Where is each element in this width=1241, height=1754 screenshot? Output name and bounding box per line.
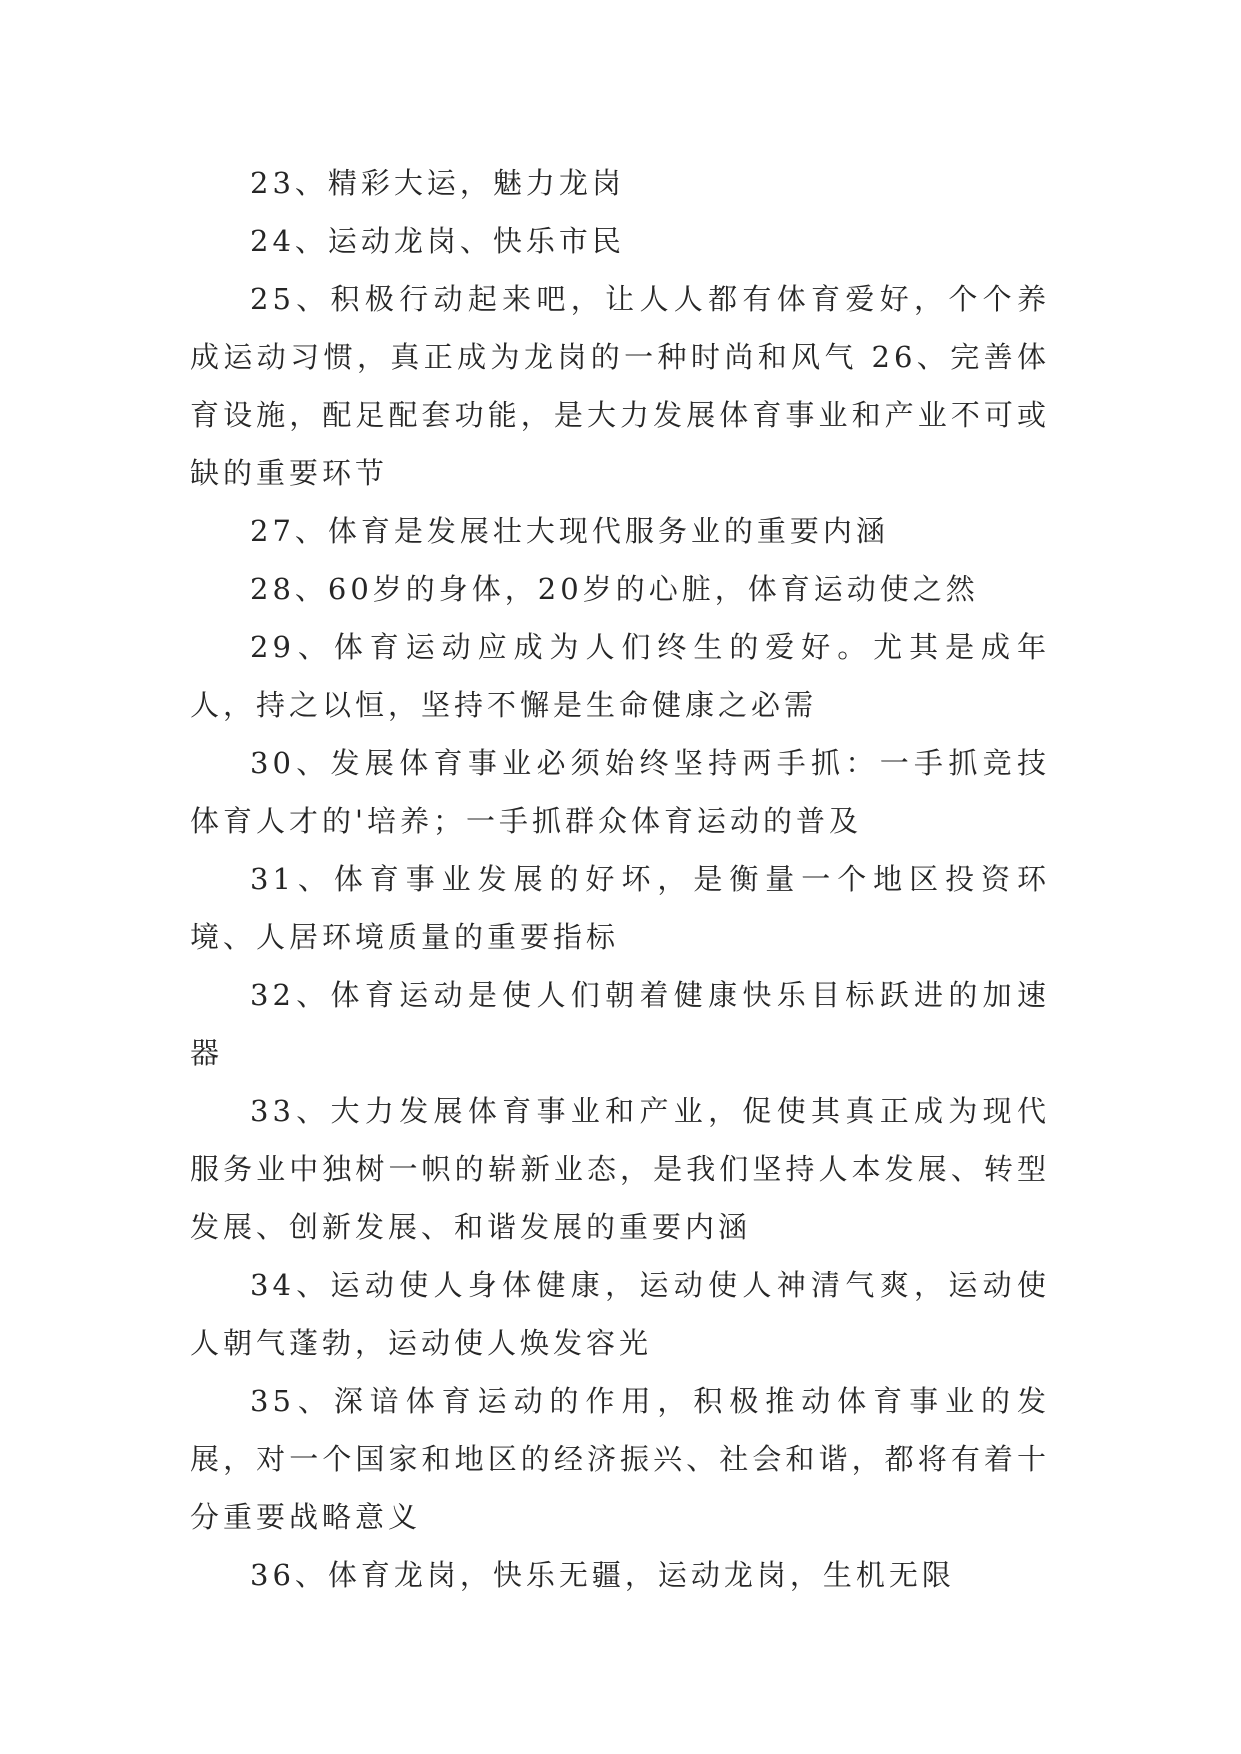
- paragraph-34: 34、运动使人身体健康，运动使人神清气爽，运动使人朝气蓬勃，运动使人焕发容光: [190, 1268, 1050, 1360]
- document-body: [190, 154, 1050, 1604]
- paragraph-30: 30、发展体育事业必须始终坚持两手抓：一手抓竞技体育人才的'培养；一手抓群众体育运动的普及: [190, 746, 1050, 838]
- paragraph-25-26: 25、积极行动起来吧，让人人都有体育爱好，个个养成运动习惯，真正成为龙岗的一种时尚和风气 26、完善体育设施，配足配套功能，是大力发展体育事业和产业不可或缺的重要环节: [190, 282, 1050, 490]
- paragraph-27: 27、体育是发展壮大现代服务业的重要内涵: [250, 514, 889, 548]
- paragraph-29: 29、体育运动应成为人们终生的爱好。尤其是成年人，持之以恒，坚持不懈是生命健康之必需: [190, 630, 1050, 722]
- paragraph-23: 23、精彩大运，魅力龙岗: [250, 166, 625, 200]
- paragraph-24: 24、运动龙岗、快乐市民: [250, 224, 625, 258]
- paragraph-28: 28、60岁的身体，20岁的心脏，体育运动使之然: [250, 572, 979, 606]
- paragraph-33: 33、大力发展体育事业和产业，促使其真正成为现代服务业中独树一帜的崭新业态，是我们坚持人本发展、转型发展、创新发展、和谐发展的重要内涵: [190, 1094, 1050, 1244]
- paragraph-32: 32、体育运动是使人们朝着健康快乐目标跃进的加速器: [190, 978, 1050, 1070]
- paragraph-35: 35、深谙体育运动的作用，积极推动体育事业的发展，对一个国家和地区的经济振兴、社会和谐，都将有着十分重要战略意义: [190, 1384, 1050, 1534]
- paragraph-31: 31、体育事业发展的好坏，是衡量一个地区投资环境、人居环境质量的重要指标: [190, 862, 1050, 954]
- paragraph-36: 36、体育龙岗，快乐无疆，运动龙岗，生机无限: [250, 1558, 955, 1592]
